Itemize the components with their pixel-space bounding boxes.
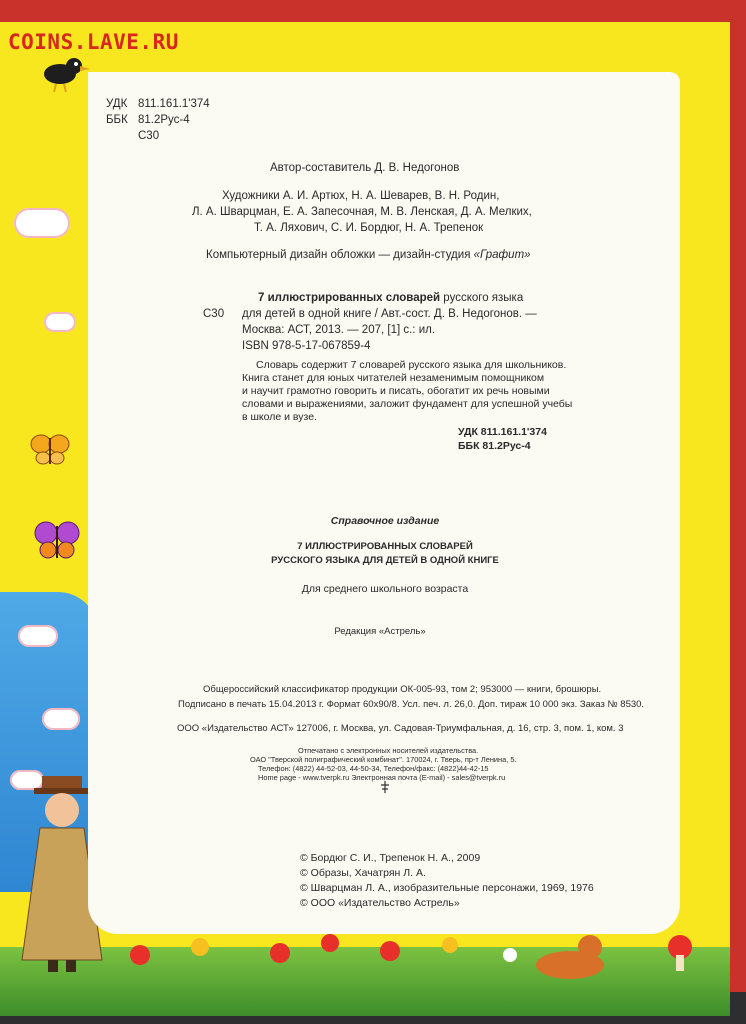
catalog-title-bold: 7 иллюстрированных словарей [258,292,441,304]
udk-label: УДК [106,98,128,110]
printer-line: Home page - www.tverpk.ru Электронная почта (E-mail) - sales@tverpk.ru [258,773,506,782]
udk-bold: УДК 811.161.1'374 [458,426,547,438]
copyright-line: © Шварцман Л. А., изобразительные персонажи, 1969, 1976 [300,882,594,894]
butterfly-icon [34,518,80,564]
imprint-line: ООО «Издательство АСТ» 127006, г. Москва, ул. Садовая-Триумфальная, д. 16, стр. 3, пом. 1, ком. 3 [177,723,624,734]
copyright-line: © Бордюг С. И., Трепенок Н. А., 2009 [300,852,481,864]
annotation-line: словами и выражениями, заложит фундамент для успешной учебы [242,398,573,410]
artists-line: Т. А. Ляхович, С. И. Бордюг, Н. А. Трепенок [254,222,484,234]
editorial-line: Редакция «Астрель» [334,626,426,637]
cloud-icon [42,708,80,730]
flowers-strip-icon [100,925,730,991]
cloud-icon [14,208,70,238]
butterfly-icon [30,432,70,468]
artists-line: Л. А. Шварцман, Е. А. Запесочная, М. В. Ленская, Д. А. Мелких, [192,206,532,218]
copyright-line: © Образы, Хачатрян Л. А. [300,867,426,879]
catalog-title [258,292,523,304]
c30-code: С30 [138,130,160,142]
isbn: ISBN 978-5-17-067859-4 [242,340,371,352]
catalog-line: для детей в одной книге / Авт.-сост. Д. В. Недогонов. — [242,308,537,320]
imprint-line: Общероссийский классификатор продукции ОК-005-93, том 2; 953000 — книги, брошюры. [203,684,602,695]
cover-design-line [206,249,531,261]
artists-line: Художники А. И. Артюх, Н. А. Шеварев, В. Н. Родин, [222,190,500,202]
bbk-value: 81.2Рус-4 [138,114,190,126]
catalog-code: С30 [203,308,225,320]
copyright-line: © ООО «Издательство Астрель» [300,897,460,909]
edition-type: Справочное издание [330,515,440,527]
cloud-icon [44,312,76,332]
annotation-line: Словарь содержит 7 словарей русского языка для школьников. [256,359,567,371]
printer-logo-icon [380,781,390,793]
catalog-line: Москва: АСТ, 2013. — 207, [1] с.: ил. [242,324,436,336]
annotation-line: Книга станет для юных читателей незаменимым помощником [242,372,545,384]
imprint-line: Подписано в печать 15.04.2013 г. Формат 60х90/8. Усл. печ. л. 26,0. Доп. тираж 10 000 экз. Заказ № 8530. [178,699,645,710]
cloud-icon [18,625,58,647]
cover-design-prefix: Компьютерный дизайн обложки — дизайн-студия [206,249,474,261]
title-caps-line: РУССКОГО ЯЗЫКА ДЛЯ ДЕТЕЙ В ОДНОЙ КНИГЕ [271,555,499,566]
watermark-text: COINS.LAVE.RU [8,30,179,54]
compiler-line: Автор-составитель Д. В. Недогонов [270,162,460,174]
catalog-title-rest: русского языка [440,292,524,304]
annotation-line: и научит грамотно говорить и писать, обогатит их речь новыми [242,385,550,397]
bbk-bold: ББК 81.2Рус-4 [458,440,531,452]
cover-design-studio: «Графит» [473,249,531,261]
bbk-label: ББК [106,114,128,126]
udk-value: 811.161.1'374 [138,98,210,110]
printer-line: Отпечатано с электронных носителей издательства. [298,746,479,755]
age-line: Для среднего школьного возраста [301,583,469,595]
printer-line: Телефон: (4822) 44-52-03, 44-50-34, Телефон/факс: (4822)44-42-15 [258,764,489,773]
crow-icon [30,50,90,94]
printer-line: ОАО "Тверской полиграфический комбинат". 170024, г. Тверь, пр-т Ленина, 5. [250,755,517,764]
title-caps-line: 7 ИЛЛЮСТРИРОВАННЫХ СЛОВАРЕЙ [297,541,473,552]
annotation-line: в школе и вузе. [242,411,317,423]
